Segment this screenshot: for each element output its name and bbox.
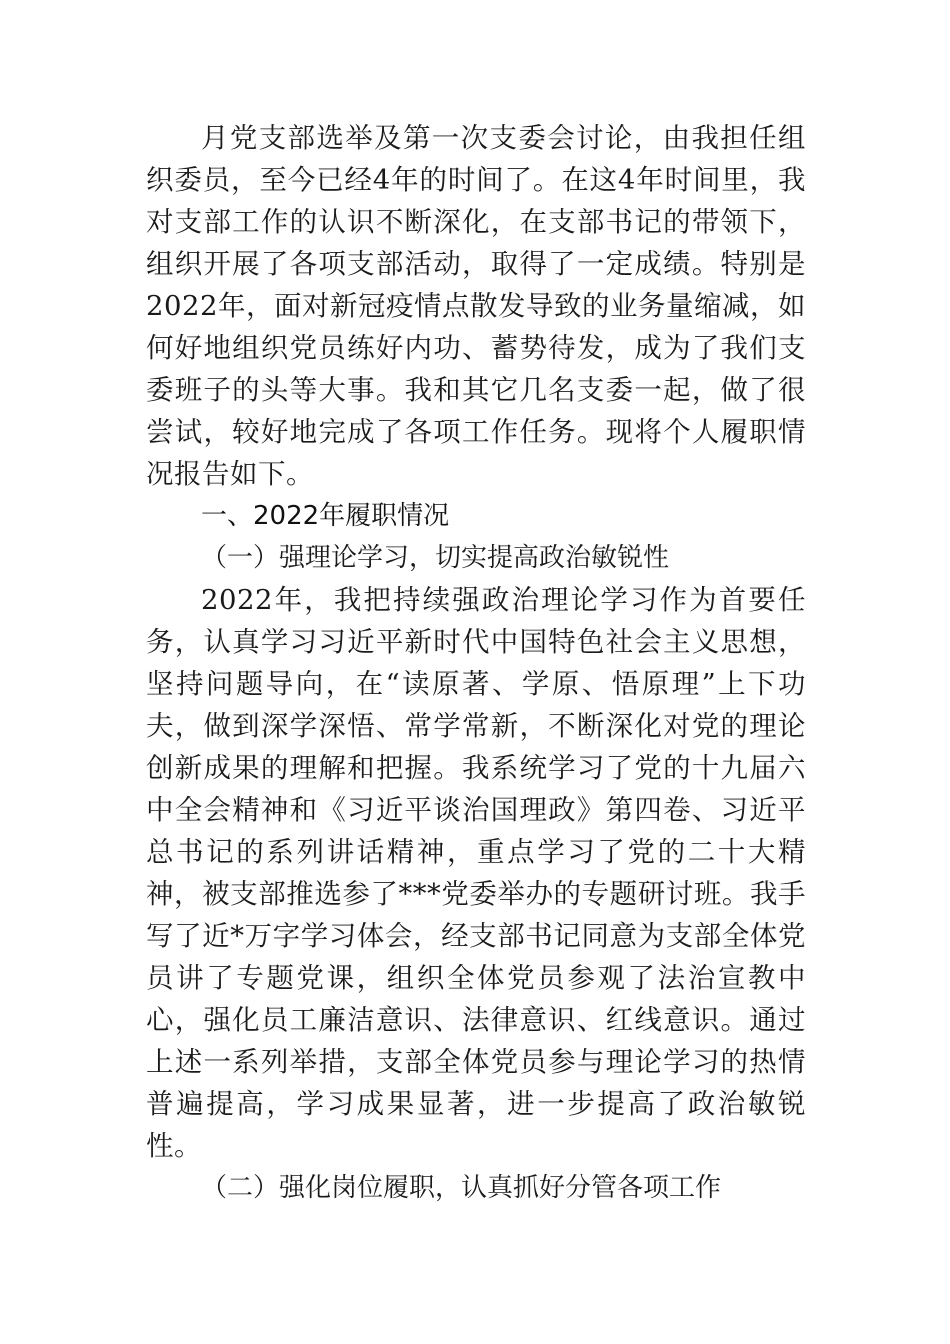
subsection-heading-theory-study: （一）强理论学习，切实提高政治敏锐性	[201, 543, 670, 573]
section-heading-2022-duties: 一、2022年履职情况	[201, 501, 450, 531]
body-paragraph-theory-study: 2022年，我把持续强政治理论学习作为首要任务，认真学习习近平新时代中国特色社会主义思想，坚持问题导向，在“读原著、学原、悟原理”上下功夫，做到深学深悟、常学常新，不断深化对党的理论创新成果的理解和把握。我系统学习了党的十九届六中全会精神和《习近平谈治国理政》第四卷、习近平总书记的系列讲话精神，重点学习了党的二十大精神，被支部推选参了***党委举办的专题研讨班。我手写了近*万字学习体会，经支部书记同意为支部全体党员讲了专题党课，组织全体党员参观了法治宣教中心，强化员工廉洁意识、法律意识、红线意识。通过上述一系列举措，支部全体党员参与理论学习的热情普遍提高，学习成果显著，进一步提高了政治敏锐性。	[146, 584, 806, 1162]
body-paragraph-intro: 月党支部选举及第一次支委会讨论，由我担任组织委员，至今已经4年的时间了。在这4年时间里，我对支部工作的认识不断深化，在支部书记的带领下，组织开展了各项支部活动，取得了一定成绩。特别是2022年，面对新冠疫情点散发导致的业务量缩减，如何好地组织党员练好内功、蓄势待发，成为了我们支委班子的头等大事。我和其它几名支委一起，做了很尝试，较好地完成了各项工作任务。现将个人履职情况报告如下。	[146, 122, 806, 490]
subsection-heading-post-duties: （二）强化岗位履职，认真抓好分管各项工作	[201, 1173, 722, 1203]
document-body	[146, 117, 806, 1209]
